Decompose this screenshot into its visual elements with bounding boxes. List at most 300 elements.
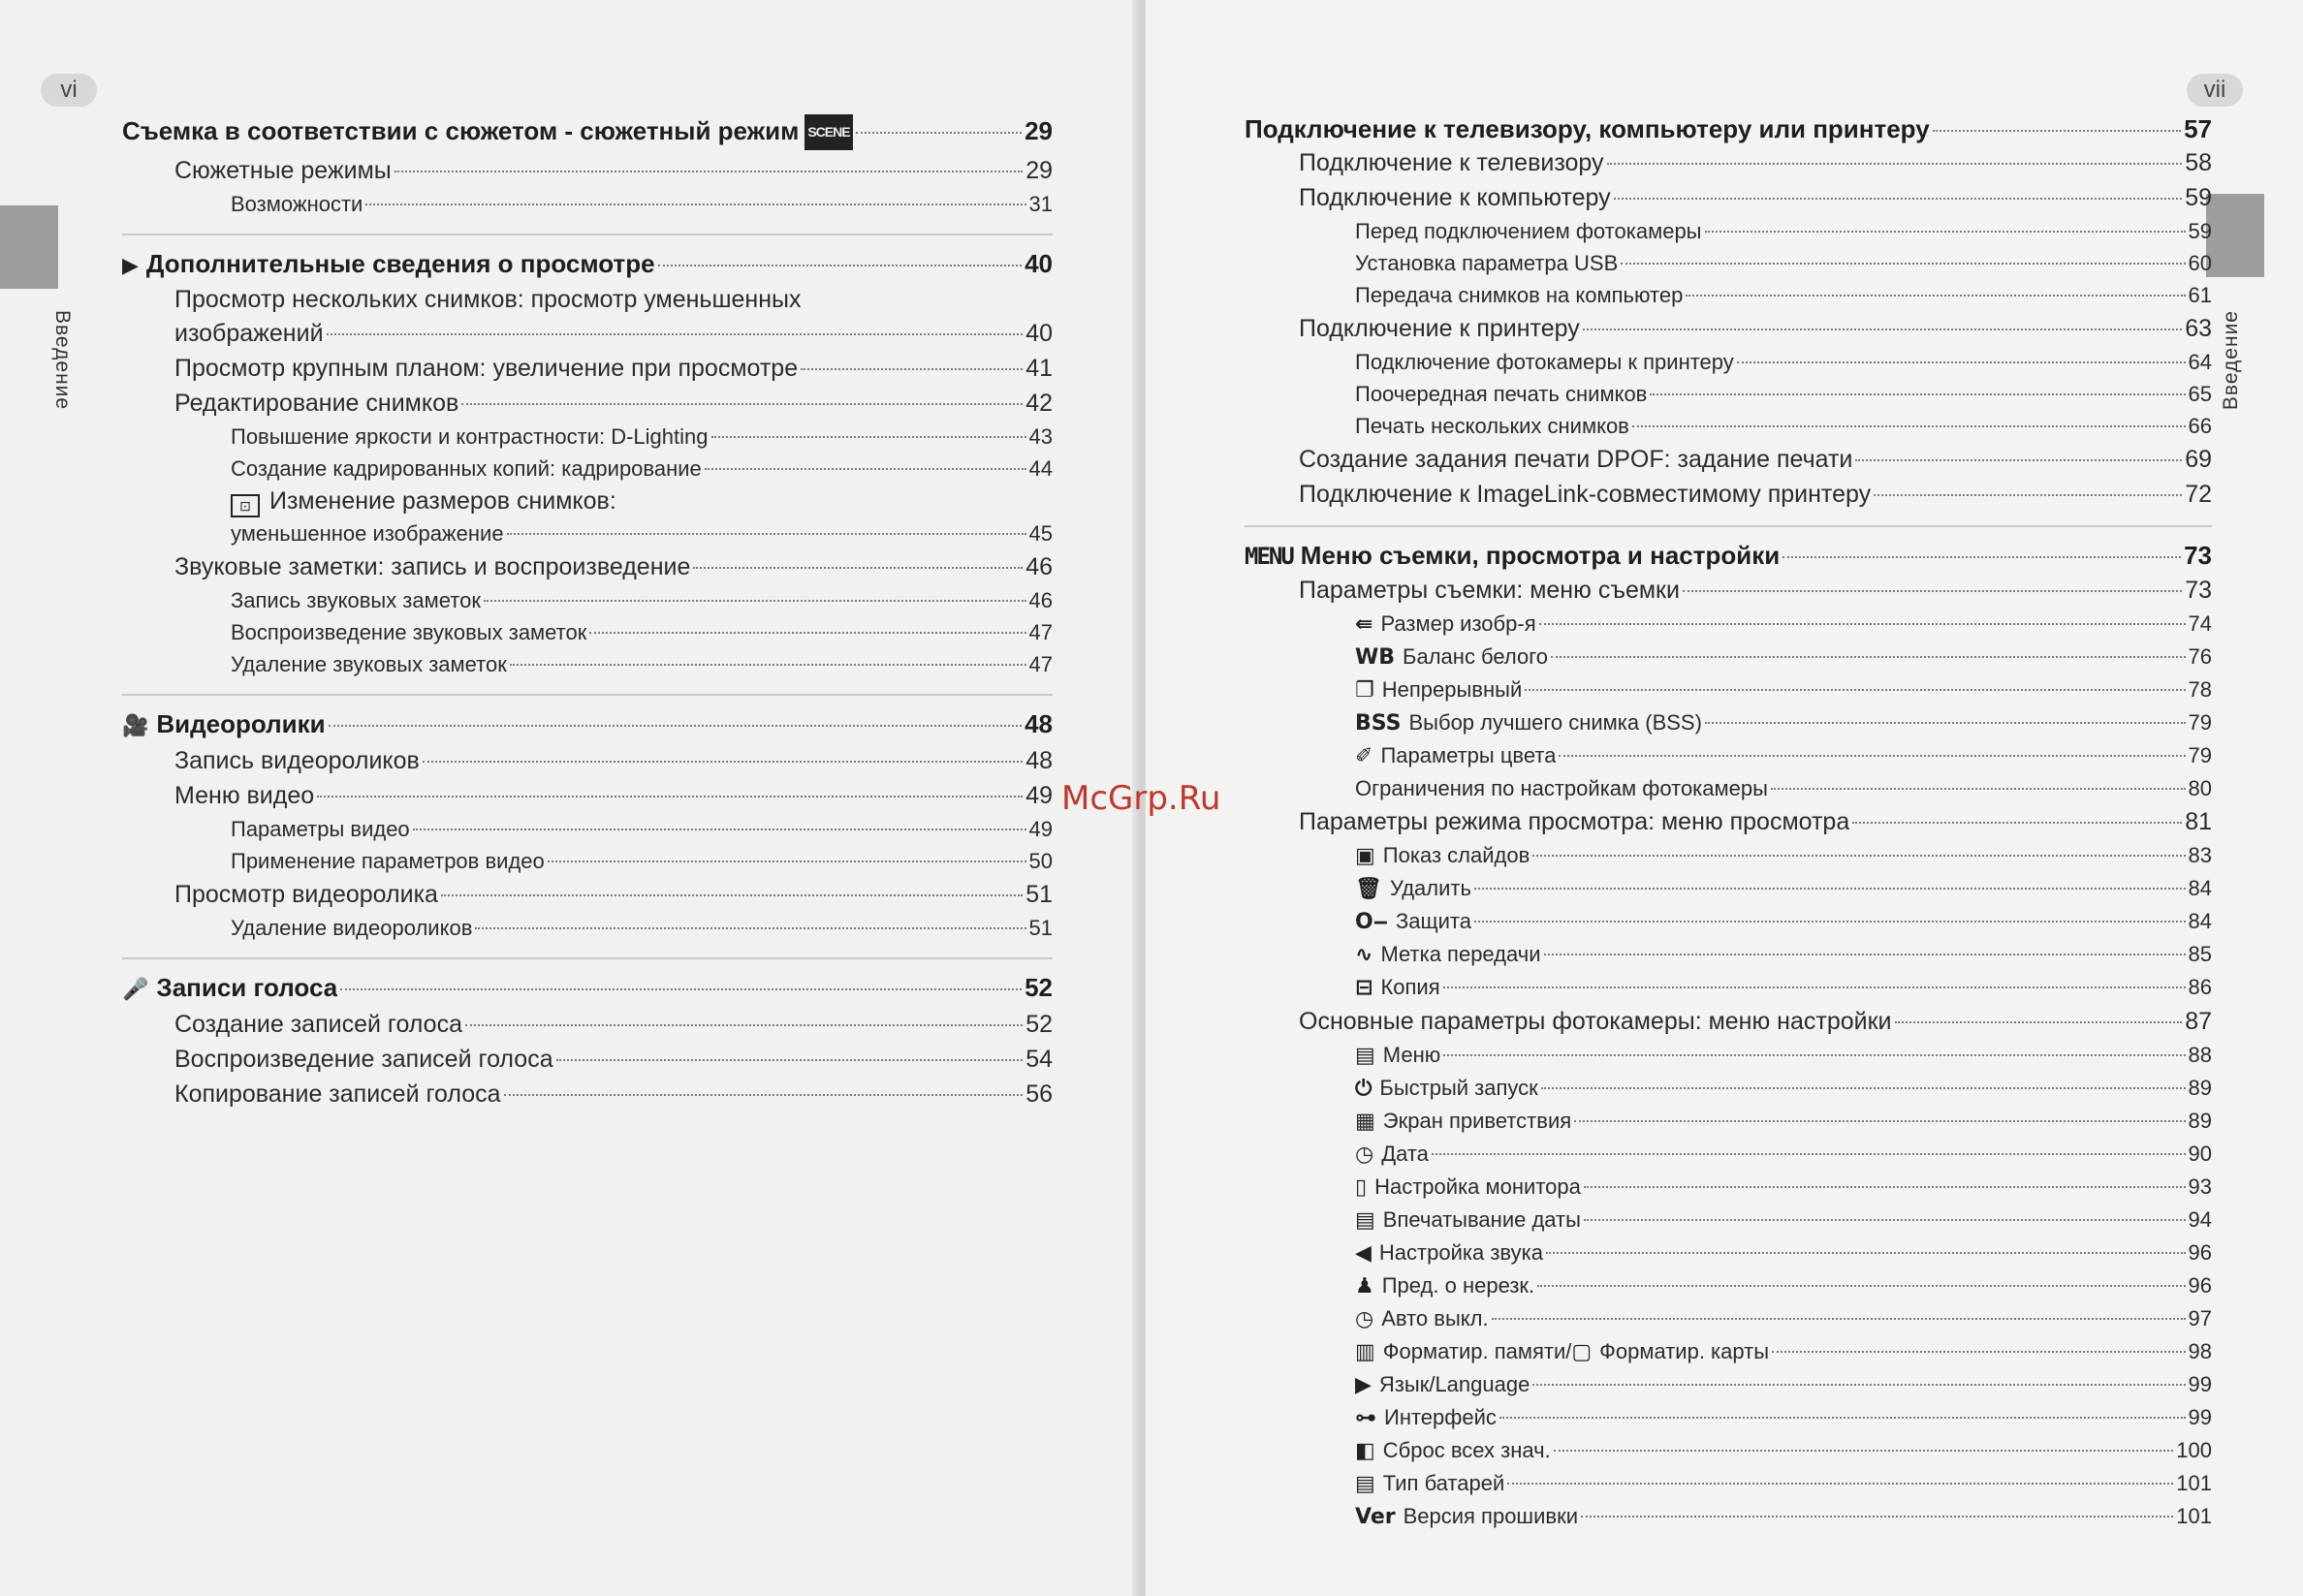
toc-entry[interactable] — [122, 351, 1053, 386]
entry-title-wrap — [1299, 573, 1680, 608]
entry-title-wrap — [1355, 279, 1683, 311]
entry-title-continued: изображений — [174, 320, 324, 347]
toc-entry[interactable] — [1245, 1269, 2212, 1302]
entry-title: Авто выкл. — [1381, 1306, 1489, 1330]
toc-entry[interactable] — [122, 453, 1053, 485]
entry-title: Меню — [1382, 1043, 1441, 1067]
section-divider — [122, 694, 1053, 696]
dot-leader — [1584, 1186, 2186, 1188]
dot-leader — [1852, 822, 2182, 824]
entry-title: Пред. о нерезк. — [1381, 1273, 1535, 1298]
entry-page-number: 97 — [2188, 1306, 2212, 1330]
section-page-number: 29 — [1025, 116, 1053, 145]
toc-entry[interactable] — [1245, 1072, 2212, 1105]
entry-title: Просмотр видеоролика — [174, 881, 438, 908]
entry-title-wrap — [1355, 641, 1548, 673]
entry-title-wrap — [174, 351, 798, 386]
dot-leader — [484, 600, 1026, 602]
toc-entry[interactable] — [1245, 1236, 2212, 1269]
entry-title-wrap — [1355, 1467, 1504, 1500]
toc-entry[interactable] — [122, 386, 1053, 421]
dot-leader — [394, 171, 1023, 172]
entry-title: Изменение размеров снимков: — [269, 487, 616, 515]
entry-title-wrap — [1355, 772, 1768, 804]
toc-entry[interactable] — [1245, 1171, 2212, 1204]
entry-title: Подключение фотокамеры к принтеру — [1355, 350, 1734, 374]
entry-title-wrap — [174, 877, 438, 912]
entry-title: Подключение к принтеру — [1299, 315, 1580, 342]
entry-title: Ограничения по настройкам фотокамеры — [1355, 776, 1768, 800]
entry-title: Тип батарей — [1382, 1471, 1505, 1495]
entry-title-wrap — [174, 778, 314, 813]
menu-icon: MENU — [1245, 543, 1293, 570]
right-page — [1146, 0, 2303, 1596]
entry-title-wrap — [1355, 905, 1471, 938]
entry-title: Создание кадрированных копий: кадрирование — [231, 456, 702, 481]
dot-leader — [441, 894, 1023, 896]
entry-page-number: 56 — [1025, 1080, 1053, 1108]
toc-entry[interactable] — [1245, 346, 2212, 378]
toc-entry[interactable] — [1245, 706, 2212, 739]
entry-page-number: 88 — [2188, 1043, 2212, 1067]
entry-page-number: 93 — [2188, 1174, 2212, 1199]
toc-entry[interactable] — [1245, 839, 2212, 872]
toc-entry[interactable] — [122, 743, 1053, 778]
entry-page-number: 59 — [2185, 184, 2212, 211]
entry-title-wrap — [231, 517, 504, 549]
toc-entry[interactable] — [1245, 1335, 2212, 1368]
entry-page-number: 63 — [2185, 315, 2212, 342]
toc-entry[interactable] — [122, 549, 1053, 584]
section-title-text: Видеоролики — [156, 709, 326, 738]
entry-title-wrap — [1355, 1204, 1581, 1236]
entry-title-wrap — [1299, 804, 1849, 839]
toc-entry[interactable] — [122, 421, 1053, 453]
dot-leader — [317, 796, 1023, 798]
dot-leader — [693, 567, 1023, 569]
entry-title-wrap — [1355, 1138, 1429, 1171]
dot-leader — [423, 761, 1023, 763]
entry-title: Язык/Language — [1378, 1372, 1530, 1396]
toc-section-heading[interactable] — [122, 707, 1053, 743]
entry-title: Поочередная печать снимков — [1355, 382, 1648, 406]
entry-title-wrap — [174, 1077, 501, 1111]
entry-page-number: 94 — [2188, 1207, 2212, 1232]
toc-entry-line — [122, 283, 1053, 316]
dot-leader — [1544, 954, 2186, 955]
entry-title-wrap — [231, 648, 507, 680]
entry-title-wrap — [1355, 706, 1702, 739]
entry-title: Просмотр нескольких снимков: просмотр уменьшенных — [174, 286, 802, 313]
entry-icon: O‒ — [1355, 910, 1389, 934]
entry-title-wrap — [1355, 1434, 1551, 1467]
entry-page-number: 90 — [2188, 1142, 2212, 1166]
dot-leader — [1737, 361, 2186, 363]
entry-title-wrap — [174, 549, 690, 584]
toc-entry[interactable] — [1245, 215, 2212, 247]
entry-page-number: 89 — [2188, 1076, 2212, 1100]
entry-page-number: 80 — [2188, 776, 2212, 800]
page-number-right: vii — [2187, 74, 2243, 107]
entry-icon: ▶ — [1355, 1373, 1372, 1397]
entry-title-suffix: Форматир. карты — [1599, 1339, 1770, 1363]
entry-title: Подключение к ImageLink-совместимому принтеру — [1299, 481, 1872, 508]
dot-leader — [1492, 1318, 2186, 1320]
entry-page-number: 69 — [2185, 446, 2212, 473]
entry-page-number: 101 — [2176, 1504, 2212, 1528]
section-title — [122, 114, 853, 153]
dot-leader — [1539, 623, 2186, 625]
entry-title: Передача снимков на компьютер — [1355, 283, 1684, 307]
entry-page-number: 54 — [1025, 1046, 1053, 1073]
entry-title-wrap — [1355, 1171, 1581, 1204]
entry-icon: ◷ — [1355, 1142, 1374, 1167]
toc-entry[interactable] — [122, 813, 1053, 845]
section-title-text: Дополнительные сведения о просмотре — [145, 249, 655, 278]
entry-page-number: 79 — [2188, 743, 2212, 767]
dot-leader — [413, 829, 1026, 830]
toc-entry[interactable] — [1245, 804, 2212, 839]
toc-entry[interactable] — [122, 877, 1053, 912]
entry-title-wrap — [1355, 1105, 1571, 1138]
toc-entry[interactable] — [1245, 1500, 2212, 1533]
entry-title: Показ слайдов — [1382, 843, 1530, 867]
toc-entry[interactable] — [1245, 477, 2212, 512]
toc-left — [122, 114, 1053, 1111]
entry-page-number: 101 — [2176, 1471, 2212, 1495]
entry-title-wrap — [1299, 145, 1604, 180]
entry-icon: ◧ — [1355, 1439, 1375, 1463]
entry-title: Повышение яркости и контрастности: D-Lighting — [231, 424, 709, 449]
entry-title: Интерфейс — [1384, 1405, 1497, 1429]
toc-entry[interactable] — [122, 912, 1053, 944]
entry-page-number: 52 — [1025, 1011, 1053, 1038]
dot-leader — [475, 927, 1025, 929]
entry-title: Размер изобр-я — [1380, 611, 1536, 636]
toc-entry[interactable] — [1245, 180, 2212, 215]
entry-title-wrap — [174, 1007, 462, 1042]
toc-entry[interactable] — [122, 517, 1053, 549]
entry-page-number: 60 — [2188, 251, 2212, 275]
dot-leader — [1621, 263, 2185, 265]
watermark: McGrp.Ru — [1061, 779, 1221, 818]
toc-entry[interactable] — [1245, 145, 2212, 180]
toc-entry[interactable] — [122, 845, 1053, 877]
dot-leader — [1705, 231, 2186, 233]
section-divider — [122, 957, 1053, 959]
entry-title: Копия — [1380, 975, 1440, 999]
entry-page-number: 45 — [1028, 521, 1053, 546]
entry-title: Сюжетные режимы — [174, 157, 392, 184]
dot-leader — [705, 468, 1026, 470]
entry-page-number: 85 — [2188, 942, 2212, 966]
section-title — [1245, 539, 1780, 573]
entry-title-wrap — [1355, 739, 1556, 772]
toc-entry[interactable] — [1245, 279, 2212, 311]
entry-title: Дата — [1381, 1142, 1429, 1166]
entry-icon: ▣ — [1355, 844, 1375, 868]
entry-page-number: 64 — [2188, 350, 2212, 374]
entry-icon: ◀ — [1355, 1241, 1372, 1266]
toc-entry[interactable] — [1245, 1302, 2212, 1335]
dot-leader — [801, 368, 1023, 370]
entry-title-wrap — [1355, 1335, 1769, 1368]
toc-entry[interactable] — [122, 648, 1053, 680]
entry-page-number: 76 — [2188, 644, 2212, 669]
entry-title-wrap — [1299, 477, 1871, 512]
toc-entry[interactable] — [122, 188, 1053, 220]
entry-title: Основные параметры фотокамеры: меню настройки — [1299, 1008, 1892, 1035]
entry-icon: ⇚ — [1355, 612, 1373, 637]
entry-page-number: 59 — [2188, 219, 2212, 243]
entry-page-number: 43 — [1028, 424, 1053, 449]
entry-title: Применение параметров видео — [231, 849, 545, 873]
dot-leader — [465, 1024, 1023, 1026]
entry-title: Версия прошивки — [1403, 1504, 1578, 1528]
entry-page-number: 65 — [2188, 382, 2212, 406]
entry-title-wrap — [1355, 872, 1471, 905]
toc-entry[interactable] — [1245, 673, 2212, 706]
toc-entry-line — [122, 485, 1053, 517]
entry-page-number: 78 — [2188, 677, 2212, 702]
dot-leader — [510, 664, 1026, 666]
dot-leader — [1614, 198, 2183, 200]
section-page-number: 73 — [2184, 541, 2212, 570]
toc-section-heading[interactable] — [1245, 112, 2212, 145]
toc-entry[interactable] — [1245, 247, 2212, 279]
entry-title: Удаление звуковых заметок — [231, 652, 507, 676]
entry-title: Установка параметра USB — [1355, 251, 1619, 275]
toc-entry[interactable] — [1245, 641, 2212, 673]
toc-entry[interactable] — [1245, 1039, 2212, 1072]
entry-page-number: 86 — [2188, 975, 2212, 999]
entry-title-continued: уменьшенное изображение — [231, 521, 504, 546]
entry-title: Воспроизведение записей голоса — [174, 1046, 553, 1073]
entry-page-number: 31 — [1028, 192, 1053, 216]
entry-title-wrap — [1355, 1401, 1497, 1434]
section-icon: ▶ — [122, 254, 139, 278]
entry-page-number: 51 — [1028, 916, 1053, 940]
entry-page-number: 61 — [2188, 283, 2212, 307]
entry-title: Запись звуковых заметок — [231, 588, 481, 612]
entry-title-wrap — [1299, 442, 1852, 477]
dot-leader — [1537, 1285, 2185, 1287]
toc-section-heading[interactable] — [1245, 539, 2212, 573]
section-title-text: Записи голоса — [156, 973, 338, 1002]
toc-entry[interactable] — [1245, 905, 2212, 938]
entry-title-wrap — [1355, 346, 1734, 378]
entry-page-number: 46 — [1028, 588, 1053, 612]
side-label-right: Введение — [2220, 310, 2242, 411]
entry-title-wrap — [1355, 608, 1536, 641]
toc-entry[interactable] — [122, 778, 1053, 813]
entry-page-number: 99 — [2188, 1405, 2212, 1429]
entry-title-wrap — [1355, 673, 1522, 706]
entry-title: Впечатывание даты — [1382, 1207, 1581, 1232]
dot-leader — [1551, 656, 2186, 658]
dot-leader — [1546, 1252, 2186, 1254]
entry-icon: Ver — [1355, 1505, 1396, 1529]
toc-entry[interactable] — [1245, 442, 2212, 477]
toc-entry[interactable] — [122, 153, 1053, 188]
dot-leader — [1581, 1516, 2173, 1518]
entry-title: Редактирование снимков — [174, 390, 459, 417]
section-title-text: Меню съемки, просмотра и настройки — [1300, 541, 1781, 570]
dot-leader — [589, 632, 1025, 634]
side-label-left: Введение — [51, 310, 74, 411]
dot-leader — [1686, 295, 2185, 297]
entry-icon: BSS — [1355, 711, 1402, 735]
dot-leader — [711, 436, 1026, 438]
dot-leader — [1532, 855, 2185, 857]
entry-icon: ∿ — [1355, 943, 1373, 967]
entry-page-number: 73 — [2185, 577, 2212, 604]
toc-entry[interactable] — [1245, 739, 2212, 772]
dot-leader — [461, 403, 1023, 405]
toc-section-heading[interactable] — [122, 114, 1053, 153]
section-divider — [122, 234, 1053, 235]
entry-title: Удалить — [1389, 876, 1471, 900]
entry-icon: ❐ — [1355, 678, 1374, 703]
entry-page-number: 49 — [1028, 817, 1053, 841]
toc-entry[interactable] — [1245, 1434, 2212, 1467]
entry-title: Метка передачи — [1380, 942, 1541, 966]
entry-icon: ◷ — [1355, 1307, 1374, 1331]
entry-title: Выбор лучшего снимка (BSS) — [1408, 710, 1702, 735]
entry-icon: ▤ — [1355, 1208, 1375, 1233]
entry-title-wrap — [174, 386, 458, 421]
dot-leader — [327, 333, 1024, 335]
dot-leader — [1782, 556, 2181, 558]
dot-leader — [548, 861, 1026, 862]
dot-leader — [329, 725, 1022, 727]
toc-section-heading[interactable] — [122, 971, 1053, 1007]
entry-title: Настройка звука — [1378, 1240, 1543, 1265]
dot-leader — [1532, 1384, 2185, 1386]
entry-page-number: 50 — [1028, 849, 1053, 873]
toc-entry[interactable] — [1245, 772, 2212, 804]
entry-page-number: 66 — [2188, 414, 2212, 438]
entry-title-wrap — [174, 153, 392, 188]
entry-title-wrap — [1355, 1500, 1578, 1533]
dot-leader — [1874, 494, 2182, 496]
dot-leader — [1583, 329, 2182, 330]
dot-leader — [1650, 393, 2185, 395]
entry-page-number: 47 — [1028, 652, 1053, 676]
toc-entry[interactable] — [1245, 1204, 2212, 1236]
entry-page-number: 72 — [2185, 481, 2212, 508]
entry-title: Меню видео — [174, 782, 315, 809]
toc-entry[interactable] — [1245, 1004, 2212, 1039]
entry-title: Защита — [1396, 909, 1471, 933]
toc-entry[interactable] — [122, 1077, 1053, 1111]
section-title — [1245, 112, 1930, 145]
toc-entry[interactable] — [122, 1007, 1053, 1042]
dot-leader — [1632, 425, 2186, 427]
entry-page-number: 47 — [1028, 620, 1053, 644]
entry-title-wrap — [231, 188, 363, 220]
entry-icon: ♟ — [1355, 1274, 1374, 1299]
entry-icon: ✐ — [1355, 744, 1373, 768]
dot-leader — [1559, 755, 2185, 757]
toc-entry[interactable] — [1245, 971, 2212, 1004]
toc-entry[interactable] — [1245, 573, 2212, 608]
entry-title-wrap — [1355, 1302, 1489, 1335]
section-page-number: 52 — [1025, 973, 1053, 1002]
toc-entry[interactable] — [1245, 410, 2212, 442]
section-page-number: 57 — [2184, 114, 2212, 143]
entry-title: Настройка монитора — [1374, 1174, 1581, 1199]
toc-entry[interactable] — [122, 616, 1053, 648]
entry-title: Непрерывный — [1381, 677, 1523, 702]
toc-entry[interactable] — [122, 1042, 1053, 1077]
entry-page-number: 83 — [2188, 843, 2212, 867]
entry-title-wrap — [231, 453, 702, 485]
section-page-number: 48 — [1025, 709, 1053, 738]
entry-title-wrap — [1355, 971, 1440, 1004]
entry-title: Быстрый запуск — [1379, 1076, 1538, 1100]
dot-leader — [1474, 888, 2186, 890]
entry-icon: ▥ — [1355, 1340, 1375, 1364]
entry-title-wrap — [1299, 311, 1580, 346]
toc-entry[interactable] — [1245, 1401, 2212, 1434]
entry-title: Создание задания печати DPOF: задание печати — [1299, 446, 1853, 473]
entry-icon: ⊟ — [1355, 976, 1373, 1000]
toc-entry[interactable] — [1245, 1138, 2212, 1171]
section-icon: 🎥 — [122, 714, 149, 738]
toc-entry[interactable] — [1245, 1467, 2212, 1500]
entry-title: Подключение к телевизору — [1299, 149, 1604, 176]
section-tab-left — [0, 205, 58, 289]
toc-entry[interactable] — [1245, 311, 2212, 346]
dot-leader — [1933, 130, 2181, 132]
toc-entry[interactable] — [122, 584, 1053, 616]
entry-page-number: 40 — [1025, 320, 1053, 347]
entry-page-number: 74 — [2188, 611, 2212, 636]
entry-page-number: 29 — [1025, 157, 1053, 184]
toc-entry[interactable] — [1245, 938, 2212, 971]
toc-entry[interactable] — [1245, 1105, 2212, 1138]
entry-icon: WB — [1355, 645, 1396, 670]
toc-entry[interactable] — [1245, 608, 2212, 641]
section-title — [122, 247, 655, 283]
dot-leader — [1705, 722, 2186, 724]
toc-entry[interactable] — [1245, 872, 2212, 905]
section-title-text: Съемка в соответствии с сюжетом - сюжетный режим — [122, 116, 800, 145]
entry-page-number: 49 — [1025, 782, 1053, 809]
entry-title-wrap — [1299, 180, 1611, 215]
entry-page-number: 89 — [2188, 1109, 2212, 1133]
section-divider — [1245, 525, 2212, 527]
entry-page-number: 87 — [2185, 1008, 2212, 1035]
toc-entry[interactable] — [122, 316, 1053, 351]
entry-title-wrap — [174, 1042, 553, 1077]
entry-title: Копирование записей голоса — [174, 1080, 501, 1108]
entry-title: Форматир. памяти/ — [1382, 1339, 1572, 1363]
entry-title: Подключение к компьютеру — [1299, 184, 1611, 211]
toc-entry[interactable] — [1245, 378, 2212, 410]
dot-leader — [1541, 1087, 2186, 1089]
entry-title-wrap — [231, 845, 545, 877]
entry-title: Печать нескольких снимков — [1355, 414, 1629, 438]
entry-page-number: 100 — [2176, 1438, 2212, 1462]
toc-entry[interactable] — [1245, 1368, 2212, 1401]
entry-page-number: 51 — [1025, 881, 1053, 908]
toc-section-heading[interactable] — [122, 247, 1053, 283]
entry-title-wrap — [1355, 410, 1629, 442]
entry-page-number: 96 — [2188, 1240, 2212, 1265]
dot-leader — [1443, 986, 2186, 988]
